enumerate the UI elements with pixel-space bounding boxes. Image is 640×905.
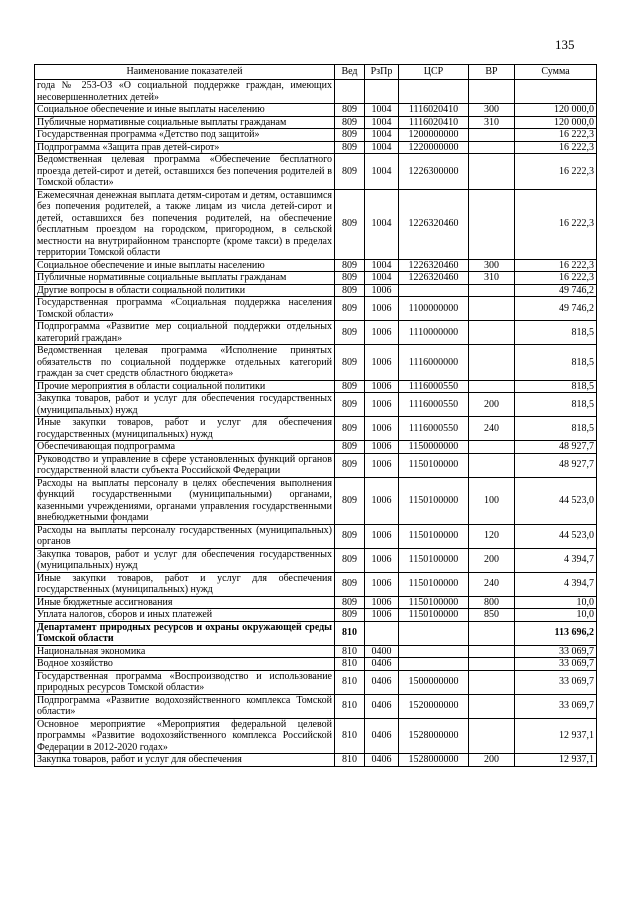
cell-vr [469, 645, 515, 658]
cell-csr: 1150100000 [399, 453, 469, 477]
table-row [35, 548, 597, 572]
cell-rzpr: 0406 [365, 658, 399, 671]
cell-csr: 1528000000 [399, 718, 469, 754]
cell-name: Прочие мероприятия в области социальной политики [35, 380, 335, 393]
cell-sum: 10,0 [515, 609, 597, 622]
cell-rzpr: 1006 [365, 572, 399, 596]
cell-rzpr: 1006 [365, 417, 399, 441]
cell-vr: 310 [469, 116, 515, 129]
cell-name: Расходы на выплаты персоналу государственных (муниципальных) органов [35, 524, 335, 548]
cell-rzpr: 1004 [365, 189, 399, 259]
cell-ved: 809 [335, 596, 365, 609]
cell-sum: 16 222,3 [515, 189, 597, 259]
cell-name: Подпрограмма «Развитие водохозяйственного комплекса Томской области» [35, 694, 335, 718]
table-row [35, 80, 597, 104]
cell-sum: 44 523,0 [515, 477, 597, 524]
cell-ved: 809 [335, 272, 365, 285]
cell-name: Национальная экономика [35, 645, 335, 658]
cell-vr [469, 670, 515, 694]
cell-vr [469, 141, 515, 154]
cell-sum: 33 069,7 [515, 645, 597, 658]
cell-ved: 809 [335, 154, 365, 190]
cell-vr [469, 129, 515, 142]
cell-rzpr: 1006 [365, 321, 399, 345]
cell-vr: 200 [469, 754, 515, 767]
table-row [35, 609, 597, 622]
cell-name: года № 253-ОЗ «О социальной поддержке граждан, имеющих несовершеннолетних детей» [35, 80, 335, 104]
cell-sum: 818,5 [515, 417, 597, 441]
cell-vr: 300 [469, 104, 515, 117]
cell-sum: 818,5 [515, 380, 597, 393]
cell-csr: 1520000000 [399, 694, 469, 718]
cell-csr: 1150100000 [399, 524, 469, 548]
cell-csr [399, 80, 469, 104]
cell-csr: 1116020410 [399, 104, 469, 117]
cell-csr: 1500000000 [399, 670, 469, 694]
table-row [35, 129, 597, 142]
cell-rzpr: 1006 [365, 524, 399, 548]
cell-sum: 818,5 [515, 393, 597, 417]
table-row [35, 754, 597, 767]
cell-ved: 809 [335, 393, 365, 417]
header-sum: Сумма [515, 65, 597, 80]
table-body [35, 80, 597, 767]
table-row [35, 104, 597, 117]
cell-sum: 4 394,7 [515, 548, 597, 572]
cell-csr: 1150100000 [399, 596, 469, 609]
table-row [35, 345, 597, 381]
table-row [35, 272, 597, 285]
cell-name: Социальное обеспечение и иные выплаты населению [35, 259, 335, 272]
cell-csr: 1116000550 [399, 380, 469, 393]
cell-csr: 1150000000 [399, 441, 469, 454]
cell-vr: 120 [469, 524, 515, 548]
cell-name: Закупка товаров, работ и услуг для обеспечения государственных (муниципальных) нужд [35, 548, 335, 572]
cell-rzpr: 1004 [365, 141, 399, 154]
cell-name: Ежемесячная денежная выплата детям-сиротам и детям, оставшимся без попечения родителей, а также лицам из числа детей-сирот и детей, оставшихся без попечения родителей, на обеспечение бесплатным проездом на городском, пригородном, в сельской местности на внутрирайонном транспорте (кроме такси) в пределах территории Томской области [35, 189, 335, 259]
cell-rzpr: 0406 [365, 670, 399, 694]
header-rzpr: РзПр [365, 65, 399, 80]
cell-rzpr: 0406 [365, 754, 399, 767]
cell-rzpr: 1004 [365, 129, 399, 142]
cell-ved: 810 [335, 670, 365, 694]
cell-sum: 10,0 [515, 596, 597, 609]
table-row [35, 524, 597, 548]
cell-ved: 809 [335, 284, 365, 297]
cell-name: Расходы на выплаты персоналу в целях обеспечения выполнения функций государственными (муниципальными) органами, казенными учреждениями, органами управления государственными внебюджетными фондами [35, 477, 335, 524]
cell-vr: 200 [469, 393, 515, 417]
cell-name: Обеспечивающая подпрограмма [35, 441, 335, 454]
cell-vr [469, 297, 515, 321]
cell-csr: 1150100000 [399, 572, 469, 596]
cell-sum: 12 937,1 [515, 754, 597, 767]
cell-name: Основное мероприятие «Мероприятия федеральной целевой программы «Развитие водохозяйственного комплекса Российской Федерации в 2012-2020 годах» [35, 718, 335, 754]
table-row [35, 393, 597, 417]
cell-sum: 16 222,3 [515, 259, 597, 272]
cell-name: Закупка товаров, работ и услуг для обеспечения [35, 754, 335, 767]
cell-ved: 809 [335, 380, 365, 393]
cell-name: Водное хозяйство [35, 658, 335, 671]
table-row [35, 645, 597, 658]
cell-rzpr: 1006 [365, 284, 399, 297]
cell-rzpr: 1006 [365, 453, 399, 477]
cell-csr: 1200000000 [399, 129, 469, 142]
cell-sum: 48 927,7 [515, 453, 597, 477]
cell-csr: 1226300000 [399, 154, 469, 190]
cell-sum: 49 746,2 [515, 284, 597, 297]
table-header-row [35, 65, 597, 80]
cell-name: Руководство и управление в сфере установленных функций органов государственной власти субъекта Российской Федерации [35, 453, 335, 477]
table-row [35, 284, 597, 297]
cell-name: Государственная программа «Воспроизводство и использование природных ресурсов Томской области» [35, 670, 335, 694]
cell-ved: 810 [335, 718, 365, 754]
cell-ved: 809 [335, 297, 365, 321]
table-row [35, 621, 597, 645]
cell-sum: 16 222,3 [515, 129, 597, 142]
cell-ved: 809 [335, 609, 365, 622]
cell-vr: 200 [469, 548, 515, 572]
table-row [35, 189, 597, 259]
cell-rzpr: 1006 [365, 380, 399, 393]
cell-csr: 1110000000 [399, 321, 469, 345]
cell-csr: 1220000000 [399, 141, 469, 154]
table-row [35, 441, 597, 454]
cell-vr [469, 284, 515, 297]
cell-rzpr: 1006 [365, 441, 399, 454]
cell-vr: 800 [469, 596, 515, 609]
table-row [35, 453, 597, 477]
table-row [35, 321, 597, 345]
cell-sum: 44 523,0 [515, 524, 597, 548]
cell-sum: 33 069,7 [515, 670, 597, 694]
cell-vr: 240 [469, 572, 515, 596]
table-row [35, 694, 597, 718]
table-row [35, 380, 597, 393]
cell-vr [469, 154, 515, 190]
cell-csr: 1150100000 [399, 477, 469, 524]
cell-ved: 809 [335, 441, 365, 454]
cell-name: Закупка товаров, работ и услуг для обеспечения государственных (муниципальных) нужд [35, 393, 335, 417]
cell-rzpr: 0400 [365, 645, 399, 658]
cell-vr: 850 [469, 609, 515, 622]
cell-ved: 809 [335, 417, 365, 441]
cell-csr: 1150100000 [399, 609, 469, 622]
table-row [35, 477, 597, 524]
cell-rzpr: 1004 [365, 104, 399, 117]
cell-rzpr: 1006 [365, 393, 399, 417]
cell-sum: 113 696,2 [515, 621, 597, 645]
cell-ved: 810 [335, 621, 365, 645]
table-row [35, 670, 597, 694]
cell-sum: 16 222,3 [515, 154, 597, 190]
cell-ved: 809 [335, 345, 365, 381]
cell-csr [399, 284, 469, 297]
table-row [35, 154, 597, 190]
table-row [35, 141, 597, 154]
cell-ved: 810 [335, 658, 365, 671]
header-vr: ВР [469, 65, 515, 80]
cell-vr [469, 345, 515, 381]
cell-rzpr: 1006 [365, 345, 399, 381]
cell-vr [469, 658, 515, 671]
cell-csr: 1226320460 [399, 272, 469, 285]
cell-name: Иные закупки товаров, работ и услуг для обеспечения государственных (муниципальных) нужд [35, 572, 335, 596]
cell-ved: 809 [335, 141, 365, 154]
cell-name: Публичные нормативные социальные выплаты гражданам [35, 272, 335, 285]
cell-sum: 12 937,1 [515, 718, 597, 754]
cell-rzpr: 1006 [365, 548, 399, 572]
header-ved: Вед [335, 65, 365, 80]
cell-sum [515, 80, 597, 104]
cell-ved: 809 [335, 116, 365, 129]
cell-name: Подпрограмма «Защита прав детей-сирот» [35, 141, 335, 154]
cell-sum: 120 000,0 [515, 104, 597, 117]
cell-vr [469, 80, 515, 104]
cell-ved: 809 [335, 477, 365, 524]
header-csr: ЦСР [399, 65, 469, 80]
cell-csr: 1226320460 [399, 189, 469, 259]
cell-rzpr: 1004 [365, 259, 399, 272]
cell-vr: 240 [469, 417, 515, 441]
cell-rzpr: 0406 [365, 694, 399, 718]
cell-sum: 16 222,3 [515, 272, 597, 285]
cell-ved: 809 [335, 104, 365, 117]
cell-vr [469, 189, 515, 259]
cell-ved: 810 [335, 645, 365, 658]
cell-sum: 4 394,7 [515, 572, 597, 596]
cell-csr: 1116000550 [399, 417, 469, 441]
cell-name: Государственная программа «Детство под защитой» [35, 129, 335, 142]
cell-vr [469, 453, 515, 477]
cell-sum: 16 222,3 [515, 141, 597, 154]
cell-ved: 810 [335, 754, 365, 767]
cell-ved: 809 [335, 572, 365, 596]
cell-name: Государственная программа «Социальная поддержка населения Томской области» [35, 297, 335, 321]
cell-ved: 809 [335, 524, 365, 548]
cell-rzpr: 1006 [365, 477, 399, 524]
cell-rzpr: 1004 [365, 154, 399, 190]
cell-sum: 33 069,7 [515, 658, 597, 671]
cell-ved: 809 [335, 189, 365, 259]
header-name: Наименование показателей [35, 65, 335, 80]
cell-ved [335, 80, 365, 104]
cell-vr [469, 321, 515, 345]
cell-name: Ведомственная целевая программа «Исполнение принятых обязательств по социальной поддержке отдельных категорий граждан за счет средств областного бюджета» [35, 345, 335, 381]
page-number: 135 [555, 37, 575, 52]
cell-rzpr: 1006 [365, 596, 399, 609]
cell-sum: 48 927,7 [515, 441, 597, 454]
cell-name: Ведомственная целевая программа «Обеспечение бесплатного проезда детей-сирот и детей, оставшихся без попечения родителей в Томской области» [35, 154, 335, 190]
cell-csr: 1116000550 [399, 393, 469, 417]
cell-name: Иные закупки товаров, работ и услуг для обеспечения государственных (муниципальных) нужд [35, 417, 335, 441]
cell-sum: 49 746,2 [515, 297, 597, 321]
cell-csr: 1528000000 [399, 754, 469, 767]
cell-name: Уплата налогов, сборов и иных платежей [35, 609, 335, 622]
budget-table [34, 64, 597, 767]
cell-rzpr: 0406 [365, 718, 399, 754]
cell-ved: 810 [335, 694, 365, 718]
cell-sum: 818,5 [515, 345, 597, 381]
table-row [35, 658, 597, 671]
cell-name: Подпрограмма «Развитие мер социальной поддержки отдельных категорий граждан» [35, 321, 335, 345]
cell-ved: 809 [335, 129, 365, 142]
cell-csr: 1100000000 [399, 297, 469, 321]
cell-name: Департамент природных ресурсов и охраны окружающей среды Томской области [35, 621, 335, 645]
cell-sum: 818,5 [515, 321, 597, 345]
table-row [35, 259, 597, 272]
cell-rzpr: 1004 [365, 272, 399, 285]
cell-rzpr: 1006 [365, 609, 399, 622]
cell-ved: 809 [335, 321, 365, 345]
cell-vr: 100 [469, 477, 515, 524]
cell-vr: 300 [469, 259, 515, 272]
cell-ved: 809 [335, 548, 365, 572]
cell-ved: 809 [335, 259, 365, 272]
cell-csr [399, 621, 469, 645]
cell-csr: 1116000000 [399, 345, 469, 381]
table-row [35, 116, 597, 129]
table-row [35, 417, 597, 441]
cell-name: Другие вопросы в области социальной политики [35, 284, 335, 297]
cell-csr: 1150100000 [399, 548, 469, 572]
cell-csr [399, 658, 469, 671]
cell-vr: 310 [469, 272, 515, 285]
cell-name: Иные бюджетные ассигнования [35, 596, 335, 609]
cell-vr [469, 718, 515, 754]
cell-sum: 120 000,0 [515, 116, 597, 129]
cell-rzpr [365, 80, 399, 104]
table-row [35, 718, 597, 754]
cell-sum: 33 069,7 [515, 694, 597, 718]
cell-ved: 809 [335, 453, 365, 477]
table-row [35, 596, 597, 609]
cell-csr [399, 645, 469, 658]
cell-name: Публичные нормативные социальные выплаты гражданам [35, 116, 335, 129]
cell-csr: 1226320460 [399, 259, 469, 272]
cell-vr [469, 441, 515, 454]
table-row [35, 297, 597, 321]
table-row [35, 572, 597, 596]
cell-vr [469, 621, 515, 645]
cell-rzpr [365, 621, 399, 645]
cell-csr: 1116020410 [399, 116, 469, 129]
cell-rzpr: 1006 [365, 297, 399, 321]
cell-vr [469, 694, 515, 718]
cell-name: Социальное обеспечение и иные выплаты населению [35, 104, 335, 117]
cell-rzpr: 1004 [365, 116, 399, 129]
cell-vr [469, 380, 515, 393]
